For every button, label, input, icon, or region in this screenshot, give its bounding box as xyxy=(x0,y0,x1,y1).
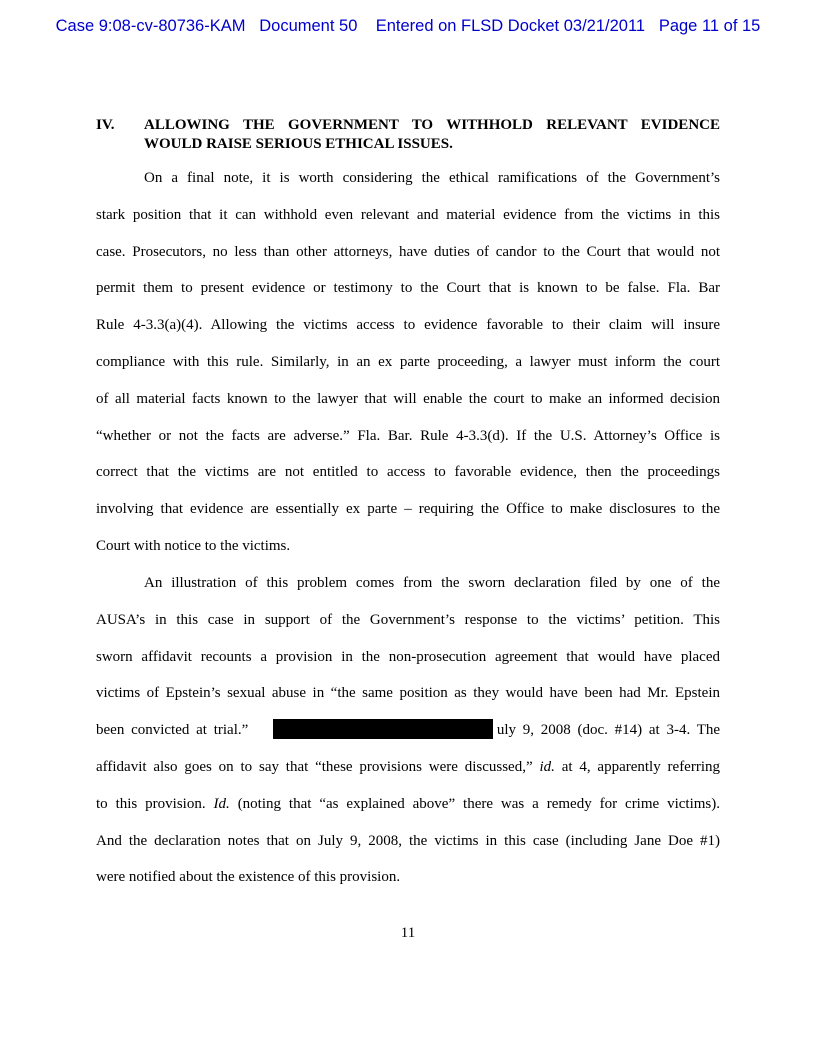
text-line: involving that evidence are essentially ex parte – requiring the Office to make disclosures to the xyxy=(96,501,720,518)
text-line: case. Prosecutors, no less than other attorneys, have duties of candor to the Court that would not xyxy=(96,243,720,260)
section-title xyxy=(144,116,720,154)
text-line: stark position that it can withhold even relevant and material evidence from the victims in this xyxy=(96,206,720,223)
text-line: Rule 4-3.3(a)(4). Allowing the victims access to evidence favorable to their claim will insure xyxy=(96,317,720,334)
redaction-block xyxy=(273,719,493,739)
text-segment: (noting that “as explained above” there was a remedy for crime victims). xyxy=(237,795,721,812)
text-line: “whether or not the facts are adverse.” Fla. Bar. Rule 4-3.3(d). If the U.S. Attorney’s Office is xyxy=(96,427,720,444)
docket-header: Case 9:08-cv-80736-KAM Document 50 Entered on FLSD Docket 03/21/2011 Page 11 of 15 xyxy=(55,17,761,35)
text-segment: affidavit also goes on to say that “these provisions were discussed,” xyxy=(96,758,533,775)
page-number: 11 xyxy=(400,925,416,941)
section-number: IV. xyxy=(96,117,115,133)
paragraph-illustration xyxy=(96,565,720,896)
text-line: Court with notice to the victims. xyxy=(96,537,291,554)
text-line: were notified about the existence of this provision. xyxy=(96,869,401,886)
text-segment: to this provision. xyxy=(96,795,206,812)
text-line: An illustration of this problem comes from the sworn declaration filed by one of the xyxy=(144,575,720,591)
text-line: And the declaration notes that on July 9, 2008, the victims in this case (including Jane Doe #1) xyxy=(96,832,720,849)
text-line: AUSA’s in this case in support of the Government’s response to the victims’ petition. This xyxy=(96,611,720,628)
section-title-line-1: ALLOWING THE GOVERNMENT TO WITHHOLD RELEVANT EVIDENCE xyxy=(144,117,720,133)
text-segment: uly 9, 2008 (doc. #14) at 3-4. The xyxy=(496,722,721,739)
text-line: compliance with this rule. Similarly, in an ex parte proceeding, a lawyer must inform the court xyxy=(96,353,720,370)
text-segment: at 4, apparently referring xyxy=(561,758,720,775)
section-title-line-2: WOULD RAISE SERIOUS ETHICAL ISSUES. xyxy=(144,136,453,152)
text-line: On a final note, it is worth considering the ethical ramifications of the Government’s xyxy=(144,170,720,186)
text-line xyxy=(96,749,720,786)
text-line xyxy=(96,786,720,823)
paragraph-ethics xyxy=(96,160,720,565)
citation-id: Id. xyxy=(213,795,230,812)
text-line: victims of Epstein’s sexual abuse in “the same position as they would have been had Mr. Epstein xyxy=(96,685,720,702)
text-line-with-redaction xyxy=(96,712,720,749)
citation-id: id. xyxy=(539,758,555,775)
text-line: sworn affidavit recounts a provision in the non-prosecution agreement that would have placed xyxy=(96,648,720,665)
text-segment: been convicted at trial.” xyxy=(96,722,249,739)
text-line: permit them to present evidence or testimony to the Court that is known to be false. Fla. Bar xyxy=(96,280,720,297)
text-line: correct that the victims are not entitled to access to favorable evidence, then the proceedings xyxy=(96,464,720,481)
text-line: of all material facts known to the lawyer that will enable the court to make an informed decision xyxy=(96,390,720,407)
section-heading xyxy=(96,116,720,154)
